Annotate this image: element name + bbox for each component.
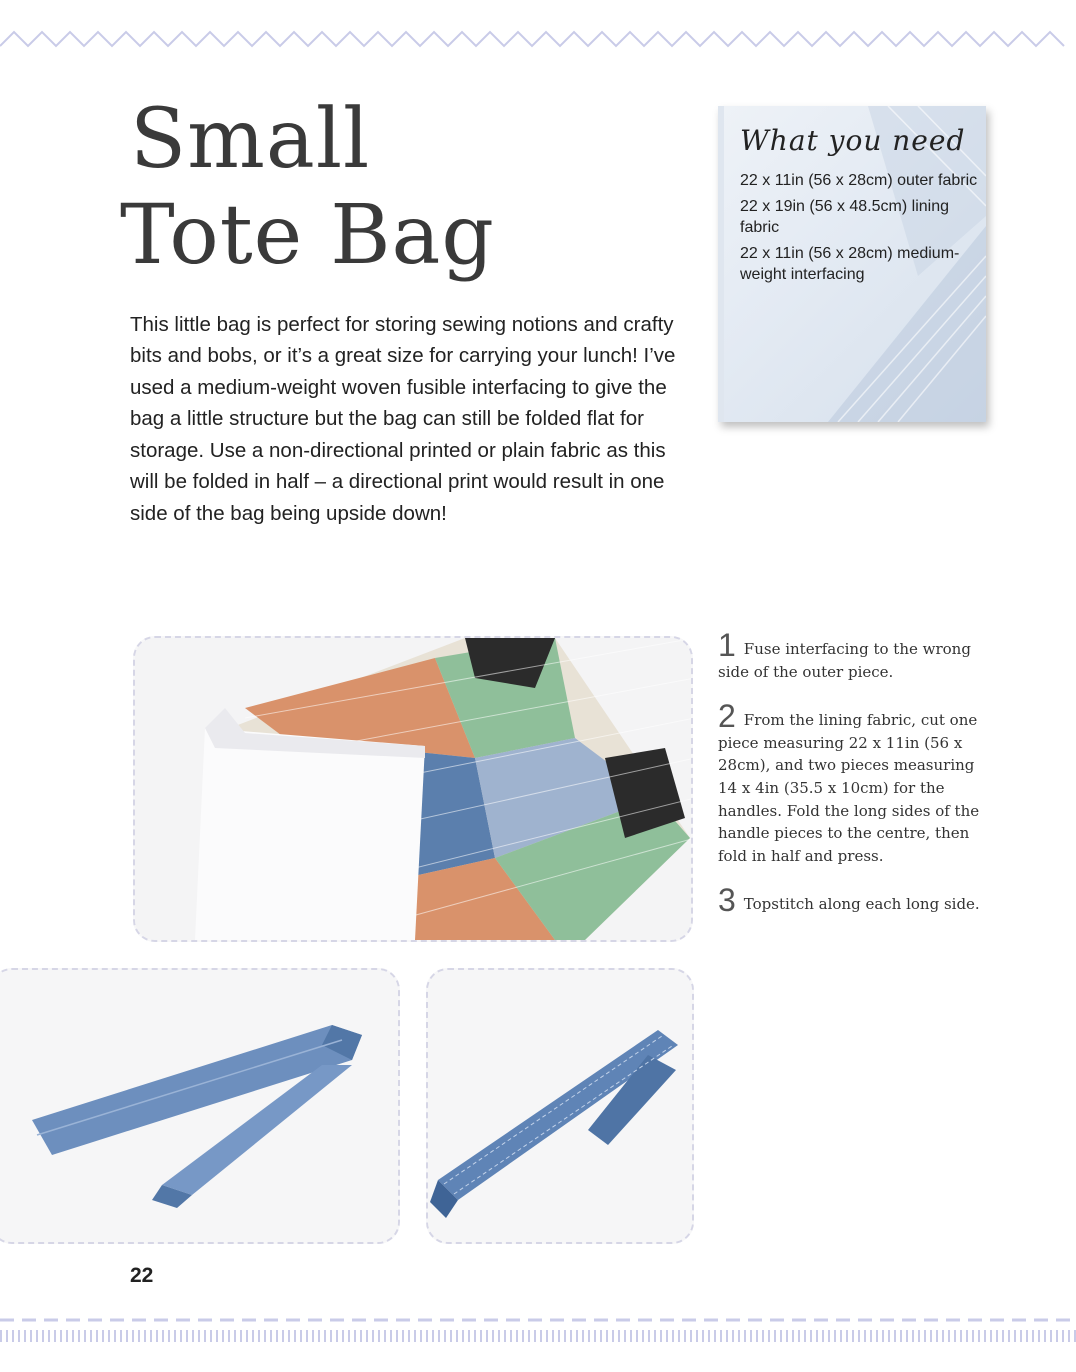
title-line-1: Small [130,92,371,187]
materials-item: 22 x 11in (56 x 28cm) medium-weight interfacing [740,245,960,283]
instruction-steps [718,627,988,938]
materials-item: 22 x 11in (56 x 28cm) outer fabric [740,172,978,189]
materials-item: 22 x 19in (56 x 48.5cm) lining fabric [740,198,949,236]
topstitched-strip-image [428,970,692,1242]
page-number: 22 [130,1264,154,1287]
step-number: 3 [718,882,736,919]
step-text: From the lining fabric, cut one piece measuring 22 x 11in (56 x 28cm), and two pieces measuring 14 x 4in (35.5 x 10cm) for the handles. Fold the long sides of the handle pieces to the centre, then fold in half and press. [718,711,980,865]
materials-list [740,170,980,290]
photo-pressed-handle [0,968,400,1244]
step-text: Fuse interfacing to the wrong side of the outer piece. [718,640,971,681]
intro-paragraph: This little bag is perfect for storing sewing notions and crafty bits and bobs, or it’s a great size for carrying your lunch! I’ve used a medium-weight woven fusible interfacing to give the bag a little structure but the bag can still be folded flat for storage. Use a non-directional printed or plain fabric as this will be folded in half – a directional print would result in one side of the bag being upside down! [130,312,676,526]
page-title [120,92,495,284]
step-2 [718,698,988,867]
zigzag-top-border [0,18,1076,58]
step-3 [718,882,988,919]
step-number: 2 [718,698,736,735]
step-1 [718,627,988,683]
quilted-fabric-image [135,638,691,940]
stitched-bottom-border [0,1316,1076,1356]
what-you-need-heading: What you need [740,124,966,157]
handle-strip-image [0,970,398,1242]
step-number: 1 [718,627,736,663]
what-you-need-box [718,106,986,422]
photo-topstitched-handle [426,968,694,1244]
title-line-2: Tote Bag [120,188,495,283]
step-text: Topstitch along each long side. [743,895,980,914]
photo-fabric-with-interfacing [133,636,693,942]
